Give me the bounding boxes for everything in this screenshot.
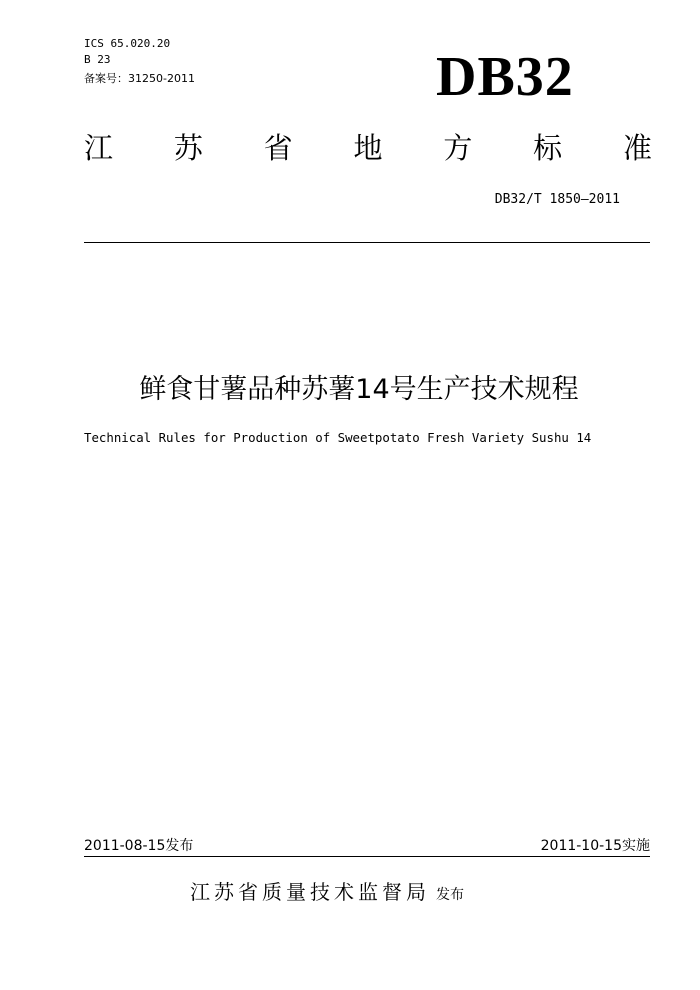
title-char: 省 xyxy=(263,131,293,165)
title-char: 江 xyxy=(84,131,114,165)
title-char: 地 xyxy=(353,131,383,165)
bottom-divider xyxy=(84,856,650,857)
top-divider xyxy=(84,242,650,243)
implementation-date: 2011-10-15实施 xyxy=(540,838,650,854)
classification-code: B 23 xyxy=(84,53,111,66)
issue-date: 2011-08-15发布 xyxy=(84,838,194,854)
publisher xyxy=(190,876,464,911)
document-title-english: Technical Rules for Production of Sweetpotato Fresh Variety Sushu 14 xyxy=(84,430,592,445)
title-char: 准 xyxy=(622,131,652,165)
publisher-name: 江苏省质量技术监督局 xyxy=(190,880,430,904)
title-char: 方 xyxy=(443,131,473,165)
standard-logo: DB32 xyxy=(436,46,574,108)
publisher-suffix: 发布 xyxy=(436,887,464,903)
standard-number: DB32/T 1850—2011 xyxy=(494,192,620,207)
record-number: 备案号：31250-2011 xyxy=(84,72,195,85)
standard-type-title xyxy=(84,128,652,168)
ics-code: ICS 65.020.20 xyxy=(84,37,171,50)
document-title: 鲜食甘薯品种苏薯14号生产技术规程 xyxy=(139,374,579,405)
title-char: 苏 xyxy=(173,131,203,165)
title-char: 标 xyxy=(533,131,563,165)
